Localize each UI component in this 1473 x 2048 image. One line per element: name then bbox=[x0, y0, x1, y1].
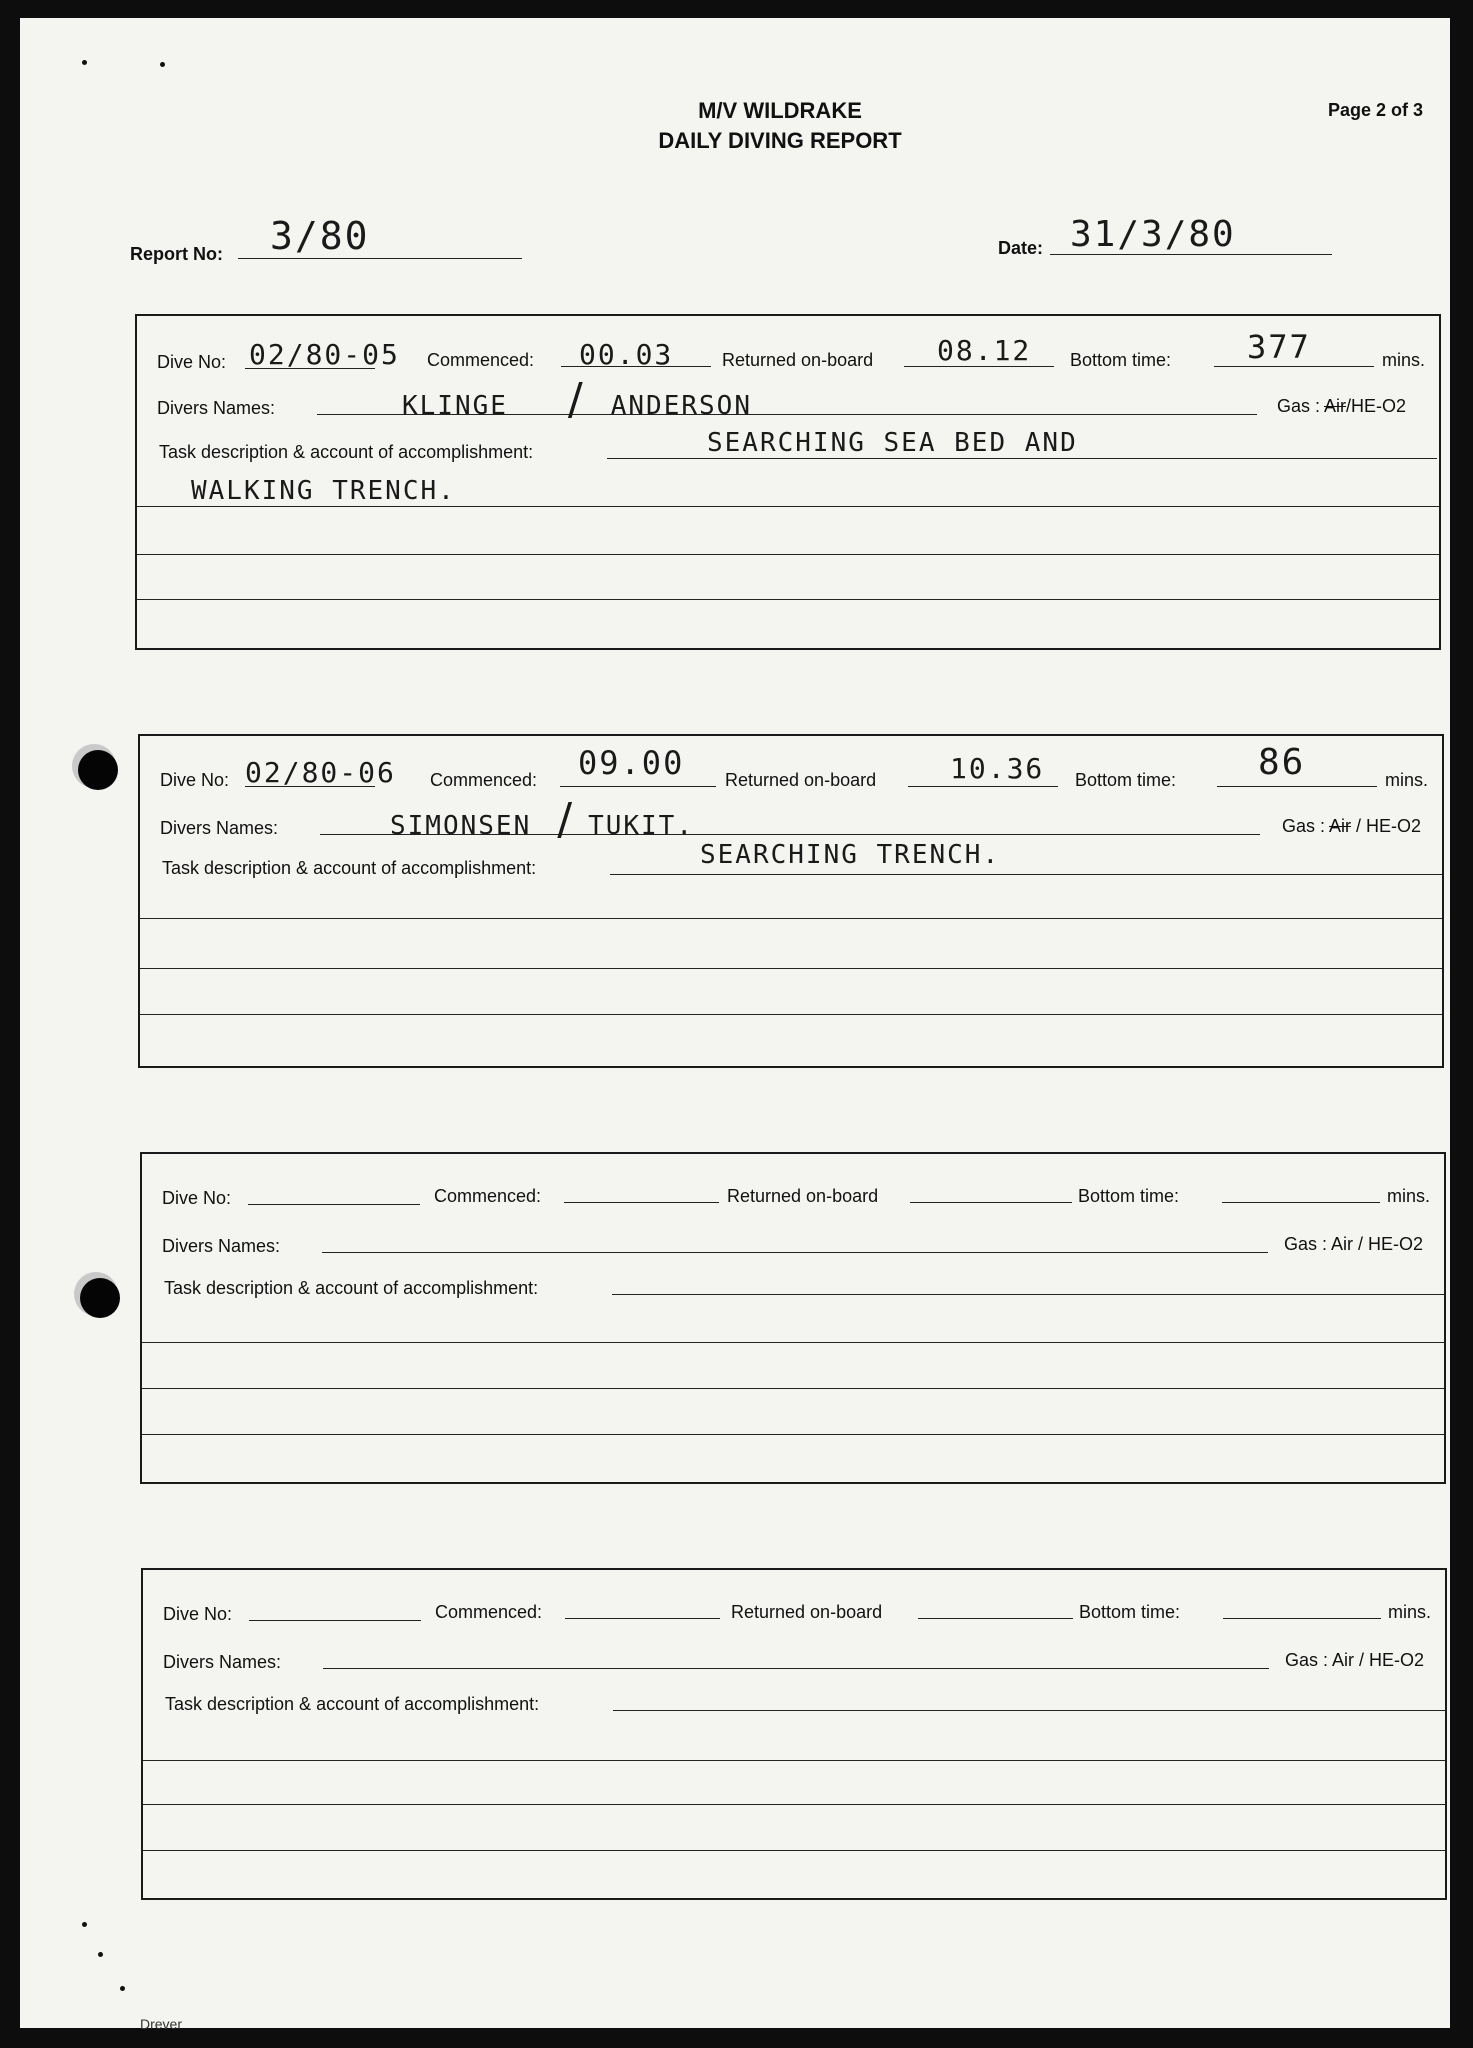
gas-label: Gas : Air / HE-O2 bbox=[1284, 1234, 1424, 1254]
bottom-time-label: Bottom time: bbox=[1075, 770, 1177, 790]
bottom-time-line bbox=[1217, 786, 1377, 787]
row-rule bbox=[143, 1804, 1445, 1805]
commenced-label: Commenced: bbox=[430, 770, 538, 790]
task-line bbox=[607, 458, 1437, 459]
bottom-time-value: 86 bbox=[1258, 742, 1306, 783]
row-rule bbox=[142, 1342, 1444, 1343]
row-rule bbox=[137, 599, 1439, 600]
divers-names-line bbox=[323, 1668, 1269, 1669]
dive-no-value: 02/80-06 bbox=[245, 756, 396, 789]
row-rule bbox=[142, 1434, 1444, 1435]
returned-value: 10.36 bbox=[950, 752, 1045, 785]
commenced-value: 09.00 bbox=[578, 744, 685, 782]
bottom-time-line bbox=[1222, 1202, 1380, 1203]
divers-names-value: SIMONSEN / TUKIT. bbox=[390, 794, 694, 845]
mins-label: mins. bbox=[1385, 770, 1429, 790]
bottom-time-line bbox=[1223, 1618, 1381, 1619]
mins-label: mins. bbox=[1382, 350, 1426, 370]
dive-block-3 bbox=[140, 1152, 1446, 1484]
bottom-time-label: Bottom time: bbox=[1079, 1602, 1181, 1622]
task-label: Task description & account of accomplishment: bbox=[164, 1278, 539, 1298]
returned-value: 08.12 bbox=[937, 334, 1032, 367]
divers-names-label: Divers Names: bbox=[163, 1652, 282, 1672]
mins-label: mins. bbox=[1387, 1186, 1431, 1206]
divers-names-value: KLINGE / ANDERSON bbox=[402, 374, 752, 425]
task-label: Task description & account of accomplishment: bbox=[159, 442, 534, 462]
report-no-value: 3/80 bbox=[270, 214, 370, 258]
dive-no-label: Dive No: bbox=[157, 352, 227, 372]
row-rule bbox=[137, 554, 1439, 555]
divers-names-label: Divers Names: bbox=[157, 398, 276, 418]
dive-no-line bbox=[248, 1204, 420, 1205]
dive-no-label: Dive No: bbox=[162, 1188, 232, 1208]
task-value-line-1: SEARCHING TRENCH. bbox=[700, 840, 1001, 870]
speck-mark bbox=[160, 62, 165, 67]
report-title: DAILY DIVING REPORT bbox=[658, 128, 902, 153]
returned-label: Returned on-board bbox=[725, 770, 877, 790]
row-rule bbox=[143, 1850, 1445, 1851]
commenced-line bbox=[560, 786, 716, 787]
row-rule bbox=[140, 918, 1442, 919]
returned-line bbox=[908, 786, 1058, 787]
dive-block-2 bbox=[138, 734, 1444, 1068]
mins-label: mins. bbox=[1388, 1602, 1432, 1622]
bottom-time-label: Bottom time: bbox=[1070, 350, 1172, 370]
row-rule bbox=[140, 1014, 1442, 1015]
commenced-label: Commenced: bbox=[427, 350, 535, 370]
report-no-label: Report No: bbox=[130, 244, 223, 264]
page-indicator: Page 2 of 3 bbox=[1328, 100, 1424, 120]
returned-line bbox=[910, 1202, 1072, 1203]
divers-names-label: Divers Names: bbox=[162, 1236, 281, 1256]
task-value-line-2: WALKING TRENCH. bbox=[191, 476, 456, 506]
dive-no-value: 02/80-05 bbox=[249, 338, 400, 371]
task-label: Task description & account of accomplishment: bbox=[165, 1694, 540, 1714]
report-sheet bbox=[20, 18, 1450, 2032]
commenced-label: Commenced: bbox=[434, 1186, 542, 1206]
vessel-name: M/V WILDRAKE bbox=[698, 98, 862, 123]
task-line bbox=[610, 874, 1442, 875]
gas-label: Gas : Air/HE-O2 bbox=[1277, 396, 1407, 416]
dive-block-4 bbox=[141, 1568, 1447, 1900]
row-rule bbox=[142, 1388, 1444, 1389]
speck-mark bbox=[120, 1986, 125, 1991]
row-rule bbox=[143, 1760, 1445, 1761]
footer-cropped-text: Drever bbox=[140, 2016, 183, 2032]
row-rule bbox=[140, 968, 1442, 969]
dive-no-label: Dive No: bbox=[160, 770, 230, 790]
commenced-line bbox=[565, 1618, 720, 1619]
report-no-line bbox=[238, 258, 522, 259]
date-value: 31/3/80 bbox=[1070, 214, 1236, 255]
task-line bbox=[612, 1294, 1444, 1295]
divers-names-label: Divers Names: bbox=[160, 818, 279, 838]
commenced-line bbox=[564, 1202, 719, 1203]
returned-line bbox=[918, 1618, 1073, 1619]
gas-label: Gas : Air / HE-O2 bbox=[1282, 816, 1422, 836]
returned-label: Returned on-board bbox=[722, 350, 874, 370]
task-value-line-1: SEARCHING SEA BED AND bbox=[707, 428, 1078, 458]
divers-names-line bbox=[322, 1252, 1268, 1253]
speck-mark bbox=[82, 1922, 87, 1927]
returned-label: Returned on-board bbox=[727, 1186, 879, 1206]
date-label: Date: bbox=[998, 238, 1044, 258]
dive-block-1 bbox=[135, 314, 1441, 650]
gas-label: Gas : Air / HE-O2 bbox=[1285, 1650, 1425, 1670]
row-rule bbox=[137, 506, 1439, 507]
speck-mark bbox=[98, 1952, 103, 1957]
bottom-time-line bbox=[1214, 366, 1374, 367]
bottom-time-value: 377 bbox=[1247, 328, 1311, 366]
punch-hole-icon bbox=[78, 750, 118, 790]
commenced-value: 00.03 bbox=[579, 338, 674, 371]
speck-mark bbox=[82, 60, 87, 65]
bottom-time-label: Bottom time: bbox=[1078, 1186, 1180, 1206]
dive-no-line bbox=[249, 1620, 421, 1621]
punch-hole-icon bbox=[80, 1278, 120, 1318]
commenced-label: Commenced: bbox=[435, 1602, 543, 1622]
task-label: Task description & account of accomplishment: bbox=[162, 858, 537, 878]
returned-label: Returned on-board bbox=[731, 1602, 883, 1622]
dive-no-label: Dive No: bbox=[163, 1604, 233, 1624]
task-line bbox=[613, 1710, 1445, 1711]
